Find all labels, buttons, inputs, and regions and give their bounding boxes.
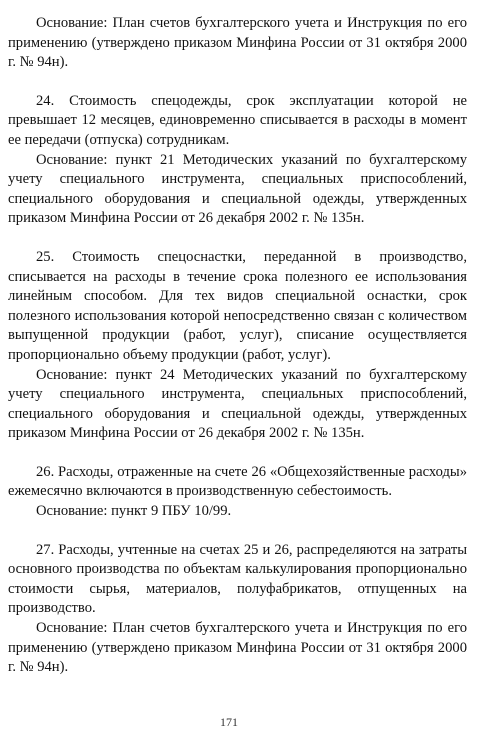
paragraph-gap — [8, 229, 467, 248]
clause-26: 26. Расходы, отраженные на счете 26 «Общехозяйственные расходы» ежемесячно включаются в производственную себестоимость. — [8, 463, 467, 500]
clause-27: 27. Расходы, учтенные на счетах 25 и 26, распределяются на затраты основного производства по объектам калькулирования пропорционально стоимости сырья, материалов, полуфабрикатов, отпущенных на производство. — [8, 541, 467, 617]
paragraph-gap — [8, 522, 467, 541]
clause-25: 25. Стоимость спецоснастки, переданной в производство, списывается на расходы в течение срока полезного ее использования линейным способом. Для тех видов специальной оснастки, срок полезного использования которой непосредственно связан с количеством выпущенной продукции (работ, услуг), списание осуществляется пропорционально объему продукции (работ, услуг). — [8, 248, 467, 363]
paragraph-gap — [8, 73, 467, 92]
paragraph-gap — [8, 444, 467, 463]
basis-paragraph-27: Основание: План счетов бухгалтерского учета и Инструкция по его применению (утверждено приказом Минфина России от 31 октября 2000 г. № 94н). — [8, 620, 467, 676]
basis-paragraph-26: Основание: пункт 9 ПБУ 10/99. — [36, 503, 232, 520]
basis-paragraph-25: Основание: пункт 24 Методических указаний по бухгалтерскому учету специального инструмента, специальных приспособлений, специального оборудования и специальной одежды, утвержденных приказом Минфина России от 26 декабря 2002 г. № 135н. — [8, 366, 467, 442]
basis-paragraph-1: Основание: План счетов бухгалтерского учета и Инструкция по его применению (утверждено приказом Минфина России от 31 октября 2000 г. № 94н). — [8, 15, 467, 71]
clause-24: 24. Стоимость спецодежды, срок эксплуатации которой не превышает 12 месяцев, единовременно списывается в расходы в момент ее передачи (отпуска) сотрудникам. — [8, 92, 467, 148]
page-number: 171 — [220, 715, 238, 729]
basis-paragraph-24: Основание: пункт 21 Методических указаний по бухгалтерскому учету специального инструмента, специальных приспособлений, специального оборудования и специальной одежды, утвержденных приказом Минфина России от 26 декабря 2002 г. № 135н. — [8, 151, 467, 227]
